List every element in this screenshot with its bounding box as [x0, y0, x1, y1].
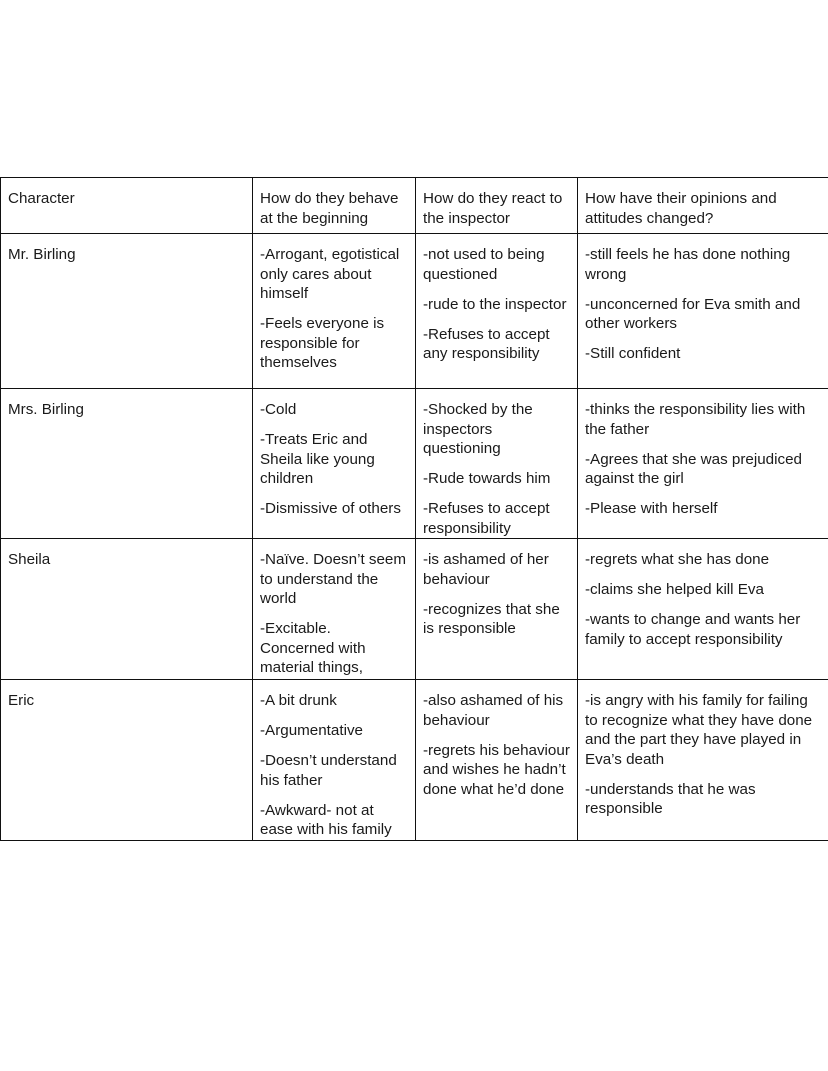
- beginning-cell: [253, 539, 416, 680]
- list-item: -Still confident: [585, 345, 681, 362]
- list-item: -Awkward- not at ease with his family: [260, 801, 392, 838]
- list-item: -Refuses to accept responsibility: [423, 500, 550, 537]
- list-item: -recognizes that she is responsible: [423, 600, 560, 637]
- list-item: -Treats Eric and Sheila like young children: [260, 431, 375, 487]
- beginning-cell: [253, 389, 416, 539]
- header-character: Character: [1, 178, 253, 234]
- list-item: -is angry with his family for failing to recognize what they have done and the part they have played in Eva’s death: [585, 692, 813, 768]
- list-item: -regrets what she has done: [585, 551, 770, 568]
- list-item: -Doesn’t understand his father: [260, 752, 397, 789]
- list-item: -Excitable. Concerned with material things,: [260, 620, 366, 676]
- list-item: -rude to the inspector: [423, 295, 567, 313]
- list-item: -unconcerned for Eva smith and other workers: [585, 295, 801, 332]
- character-name: Mrs. Birling: [1, 389, 253, 539]
- beginning-cell: [253, 680, 416, 841]
- list-item: -claims she helped kill Eva: [585, 581, 764, 598]
- character-table: [0, 177, 828, 841]
- beginning-cell: [253, 234, 416, 389]
- list-item: -Argumentative: [260, 722, 363, 739]
- list-item: -Refuses to accept any responsibility: [423, 325, 550, 362]
- list-item: -A bit drunk: [260, 692, 337, 709]
- list-item: -Shocked by the inspectors questioning: [423, 401, 533, 457]
- list-item: -thinks the responsibility lies with the father: [585, 401, 806, 438]
- table-header-row: [1, 178, 828, 234]
- changed-cell: [578, 389, 828, 539]
- reaction-cell: [416, 680, 578, 841]
- list-item: -Dismissive of others: [260, 500, 401, 517]
- header-opinions-changed: How have their opinions and attitudes changed?: [578, 178, 828, 234]
- table-row: [1, 234, 828, 389]
- list-item: -is ashamed of her behaviour: [423, 551, 549, 588]
- list-item: -Agrees that she was prejudiced against the girl: [585, 450, 802, 487]
- list-item: -Please with herself: [585, 500, 718, 517]
- list-item: -Rude towards him: [423, 470, 551, 487]
- list-item: -Cold: [260, 401, 297, 418]
- character-name: Eric: [1, 680, 253, 841]
- list-item: -still feels he has done nothing wrong: [585, 246, 791, 283]
- list-item: -wants to change and wants her family to accept responsibility: [585, 611, 801, 648]
- changed-cell: [578, 680, 828, 841]
- changed-cell: [578, 234, 828, 389]
- reaction-cell: [416, 539, 578, 680]
- header-behaviour-beginning: How do they behave at the beginning: [253, 178, 416, 234]
- table-row: [1, 389, 828, 539]
- list-item: -Naïve. Doesn’t seem to understand the world: [260, 551, 407, 607]
- list-item: -understands that he was responsible: [585, 780, 756, 817]
- list-item: -not used to being questioned: [423, 246, 545, 283]
- reaction-cell: [416, 389, 578, 539]
- list-item: -regrets his behaviour and wishes he hadn’t done what he’d done: [423, 741, 570, 798]
- changed-cell: [578, 539, 828, 680]
- reaction-cell: [416, 234, 578, 389]
- table-row: [1, 680, 828, 841]
- list-item: -Feels everyone is responsible for themselves: [260, 315, 385, 371]
- table-row: [1, 539, 828, 680]
- list-item: -Arrogant, egotistical only cares about himself: [260, 246, 400, 302]
- character-name: Mr. Birling: [1, 234, 253, 389]
- character-analysis-sheet: [0, 177, 828, 841]
- character-name: Sheila: [1, 539, 253, 680]
- list-item: -also ashamed of his behaviour: [423, 692, 564, 729]
- header-reaction-inspector: How do they react to the inspector: [416, 178, 578, 234]
